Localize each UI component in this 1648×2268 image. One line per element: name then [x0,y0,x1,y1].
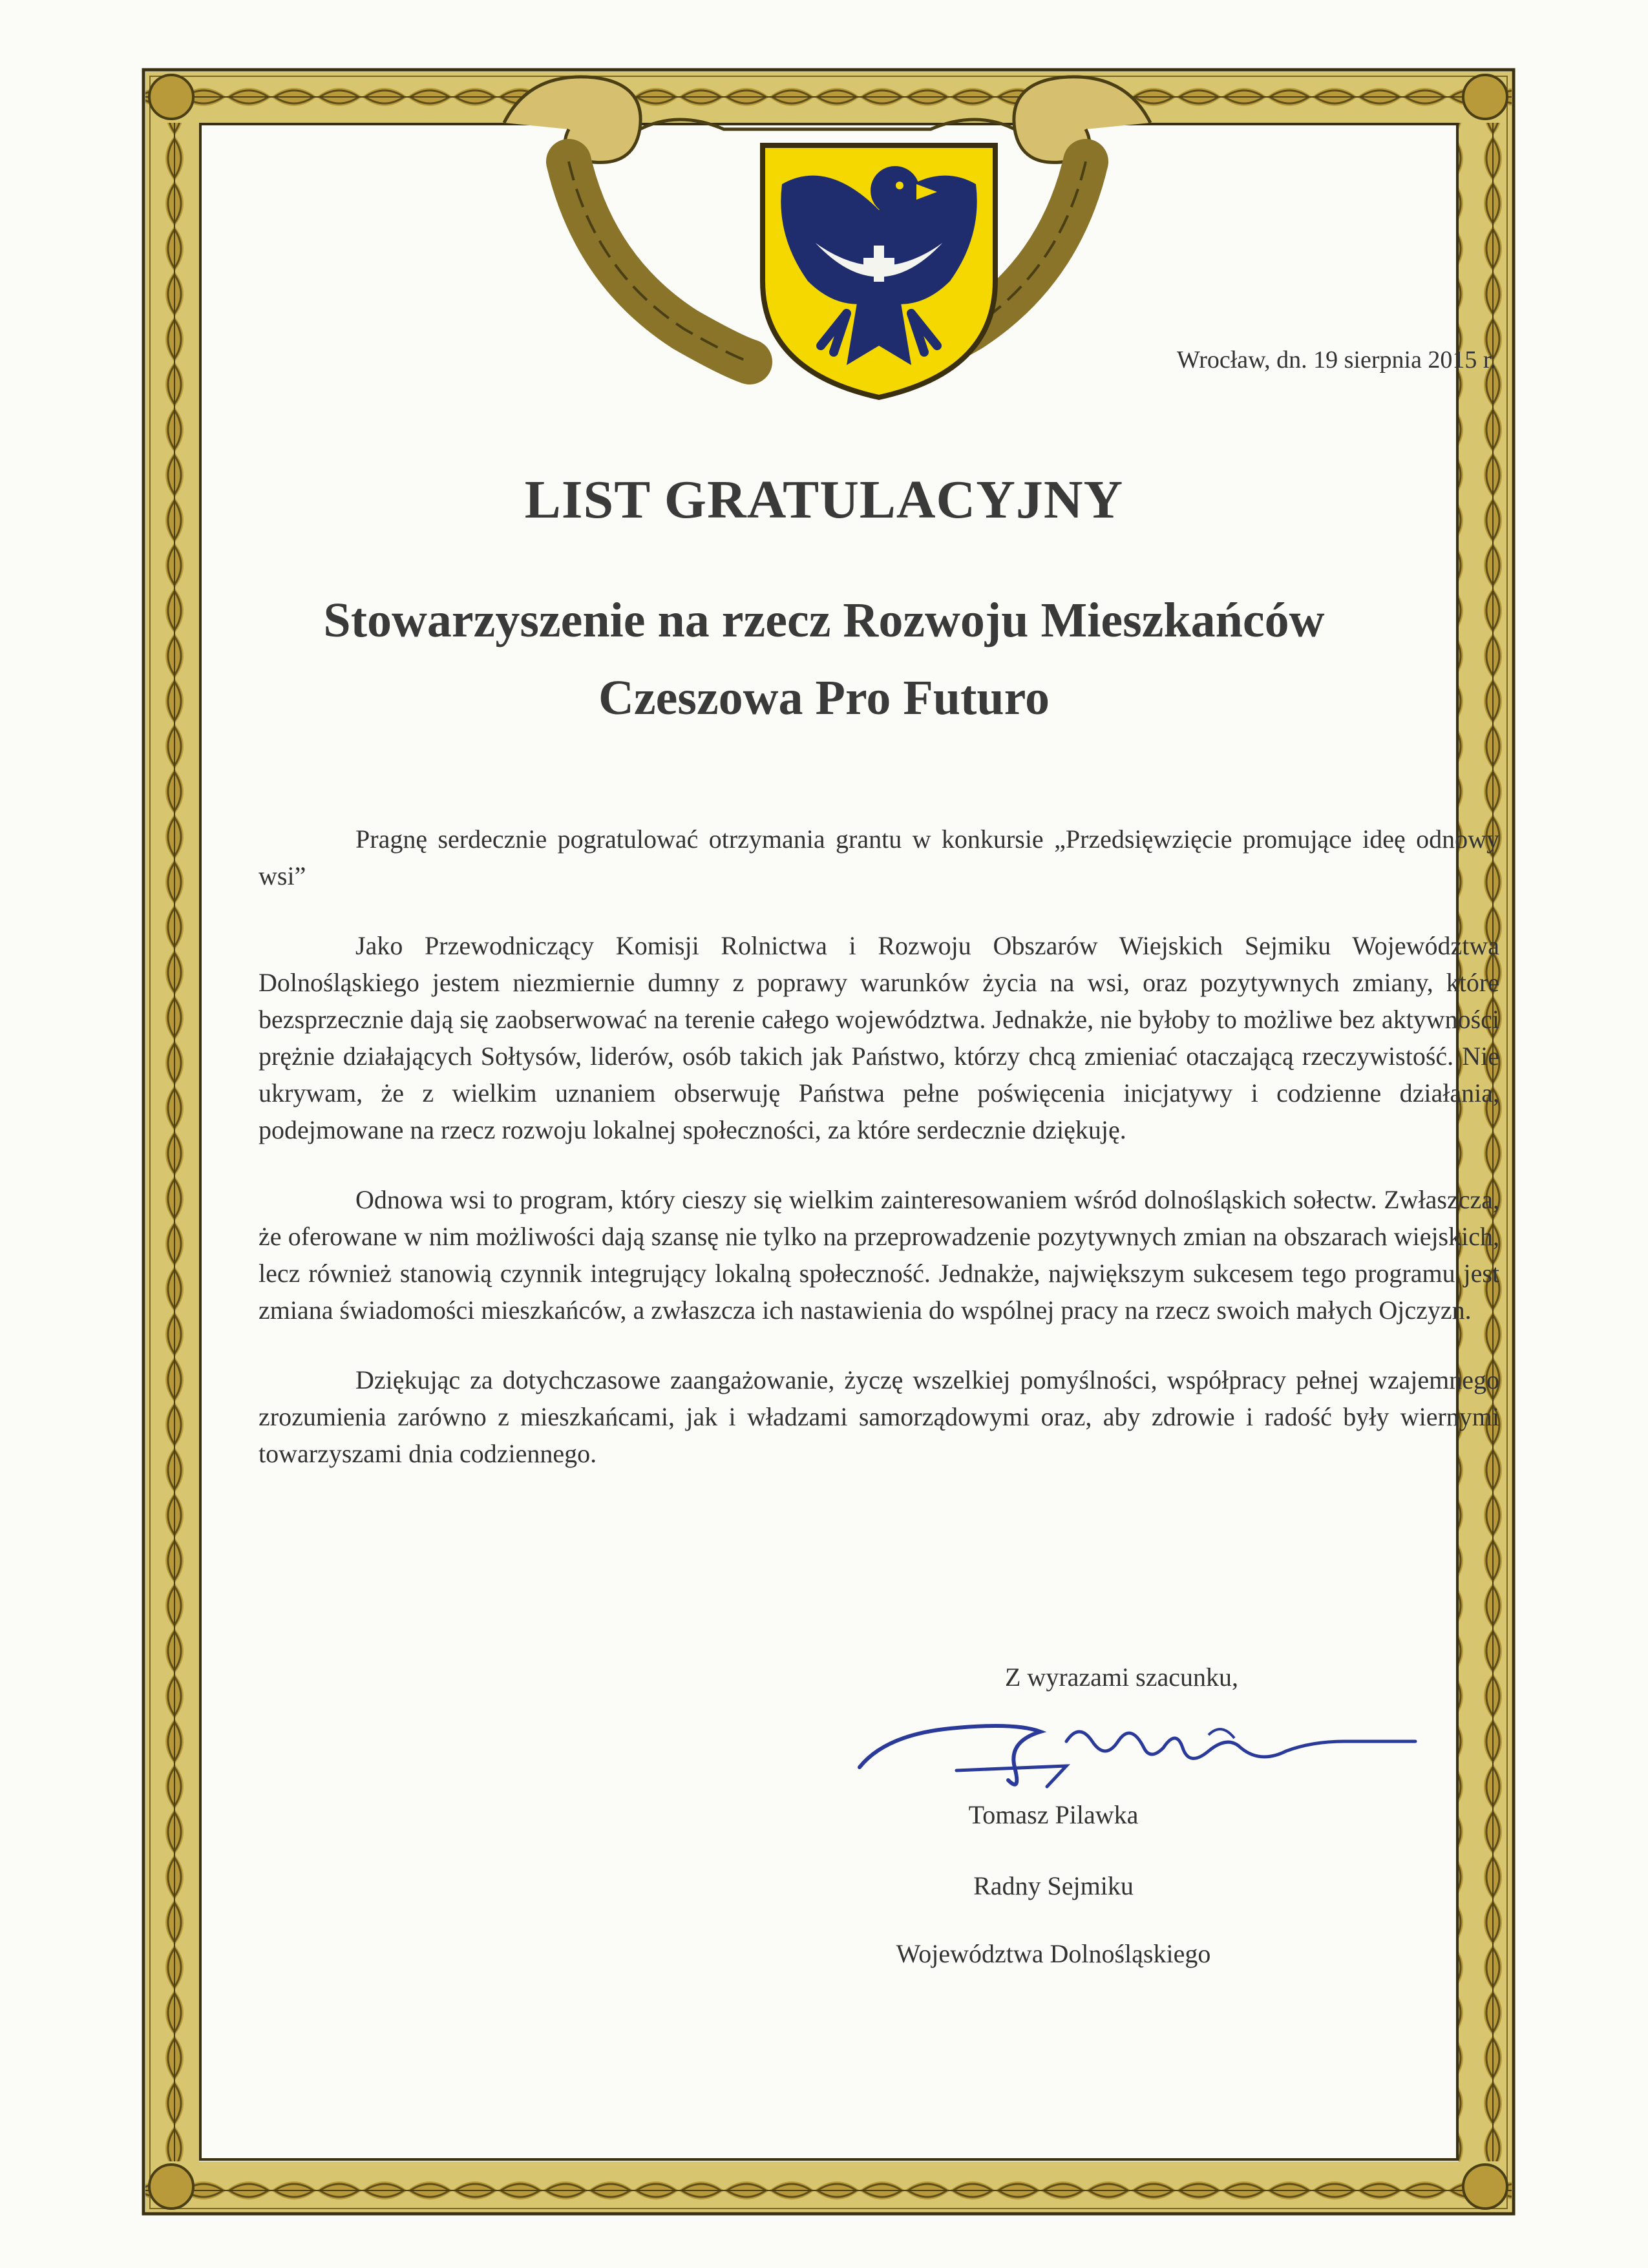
signer-role: Radny Sejmiku [973,1871,1134,1900]
signer-organization: Województwa Dolnośląskiego [896,1939,1211,1968]
paragraph-3: Odnowa wsi to program, który cieszy się wielkim zainteresowaniem wśród dolnośląskich sołectw. Zwłaszcza, że oferowane w nim możliwości dają szansę nie tylko na przeprowadzenie pozytywnych zmian na obszarach wiejskich, lecz również stanowią czynnik integrujący lokalną społeczność. Jednakże, największym sukcesem tego programu jest zmiana świadomości mieszkańców, a zwłaszcza ich nastawienia do wspólnej pracy na rzecz swoich małych Ojczyzn. [259,1185,1499,1325]
paragraph-4: Dziękując za dotychczasowe zaangażowanie, życzę wszelkiej pomyślności, współpracy pełnej wzajemnego zrozumienia zarówno z mieszkańcami, jak i władzami samorządowymi oraz, aby zdrowie i radość były wiernymi towarzyszami dnia codziennego. [259,1365,1499,1468]
letter-date: Wrocław, dn. 19 sierpnia 2015 r. [1176,346,1496,373]
recipient-line-2: Czeszowa Pro Futuro [598,671,1050,725]
recipient-heading [0,582,1648,737]
paragraph-1: Pragnę serdecznie pogratulować otrzymania grantu w konkursie „Przedsięwzięcie promujące ideę odnowy wsi” [259,824,1499,890]
recipient-line-1: Stowarzyszenie na rzecz Rozwoju Mieszkańców [323,593,1325,647]
handwritten-signature [847,1696,1428,1800]
signer-name: Tomasz Pilawka [968,1800,1139,1829]
paragraph-2: Jako Przewodniczący Komisji Rolnictwa i Rozwoju Obszarów Wiejskich Sejmiku Województwa Dolnośląskiego jestem niezmiernie dumny z poprawy warunków życia na wsi, oraz pozytywnych zmiany, które bezsprzecznie dają się zaobserwować na terenie całego województwa. Jednakże, nie byłoby to możliwe bez aktywności prężnie działających Sołtysów, liderów, osób takich jak Państwo, którzy chcą zmieniać otaczającą rzeczywistość. Nie ukrywam, że z wielkim uznaniem obserwuję Państwa pełne poświęcenia inicjatywy i codzienne działania, podejmowane na rzecz rozwoju lokalnej społeczności, za które serdecznie dziękuję. [259,931,1499,1144]
closing-salutation: Z wyrazami szacunku, [1005,1663,1238,1692]
letter-body [259,821,1499,1505]
eagle-coat-of-arms-icon [750,132,1008,404]
letter-title: LIST GRATULACYJNY [524,470,1124,530]
